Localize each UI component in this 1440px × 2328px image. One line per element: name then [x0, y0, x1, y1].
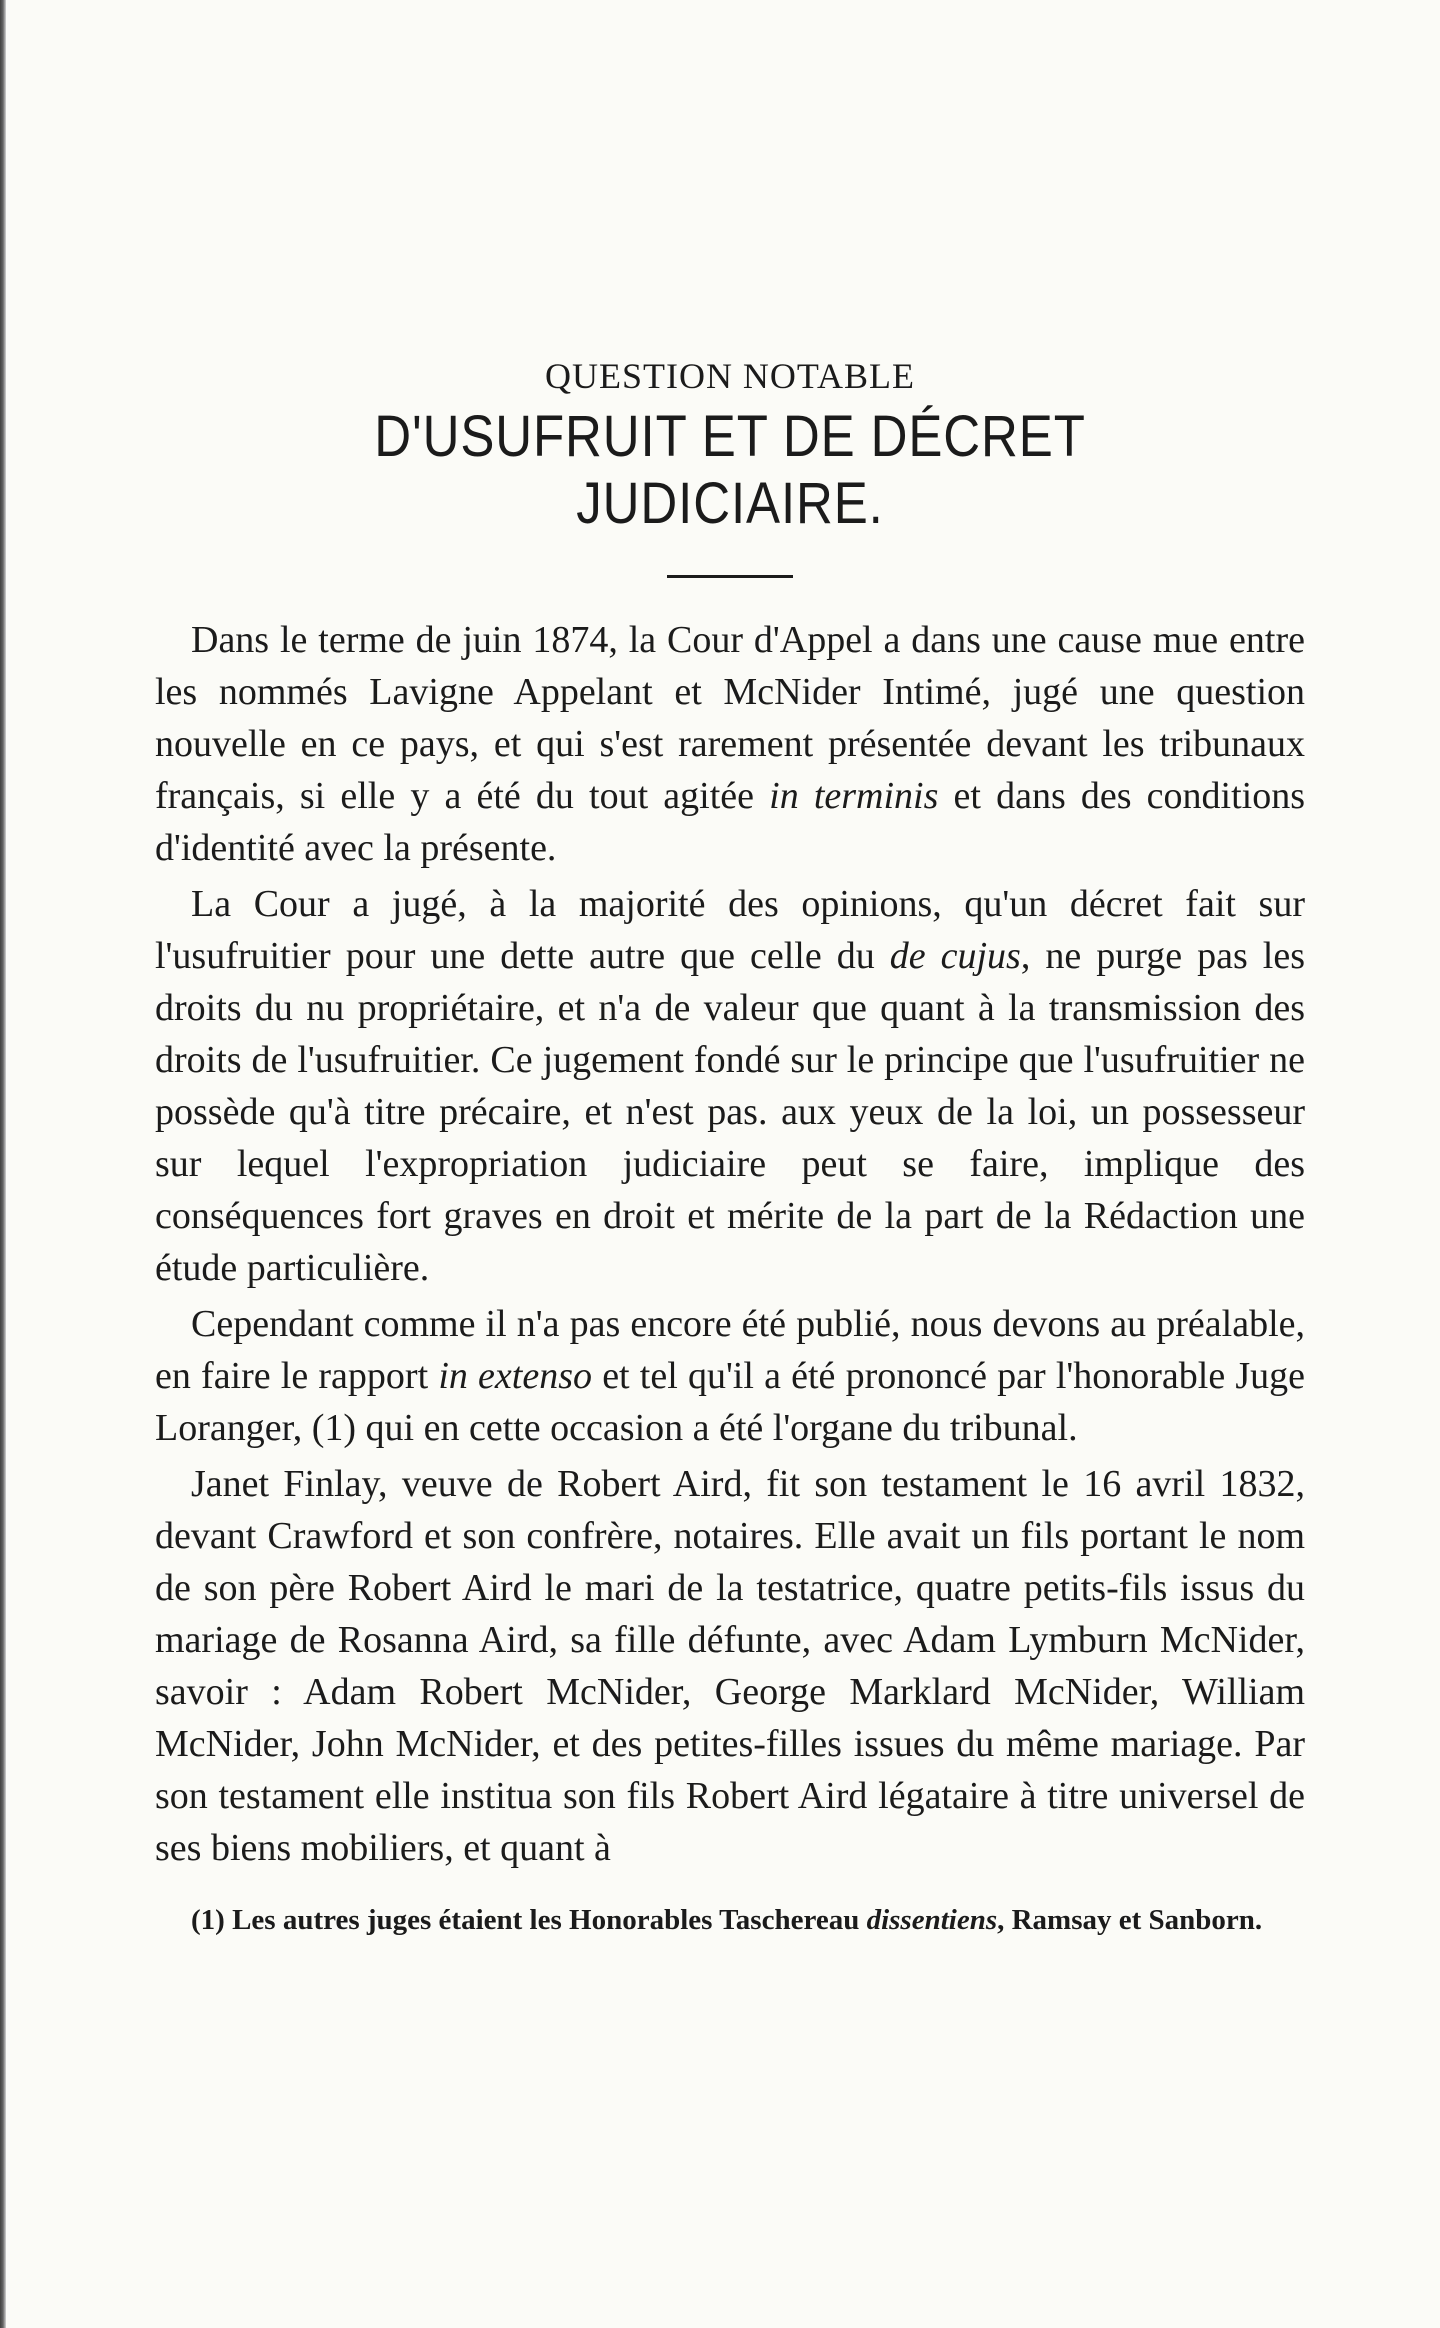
page-binding-edge — [0, 0, 6, 2328]
paragraph-3: Cependant comme il n'a pas encore été publié, nous devons au préalable, en faire le rapport in extenso et tel qu'il a été prononcé par l'honorable Juge Loranger, (1) qui en cette occasion a été l'organe du tribunal. — [155, 1303, 1306, 1449]
document-page — [155, 355, 1305, 1940]
title-divider — [667, 575, 793, 578]
heading-eyebrow: QUESTION NOTABLE — [544, 356, 916, 396]
paragraph-4: Janet Finlay, veuve de Robert Aird, fit son testament le 16 avril 1832, devant Crawford et son confrère, notaires. Elle avait un fils portant le nom de son père Robert Aird le mari de la testatrice, quatre petits-fils issus du mariage de Rosanna Aird, sa fille défunte, avec Adam Lymburn McNider, savoir : Adam Robert McNider, George Marklard McNider, William McNider, John McNider, et des petites-filles issues du même mariage. Par son testament elle institua son fils Robert Aird légataire à titre universel de ses biens mobiliers, et quant à — [155, 1463, 1305, 1869]
paragraph-1: Dans le terme de juin 1874, la Cour d'Appel a dans une cause mue entre les nommés Lavigne Appelant et McNider Intimé, jugé une question nouvelle en ce pays, et qui s'est rarement présentée devant les tribunaux français, si elle y a été du tout agitée in terminis et dans des conditions d'identité avec la présente. — [155, 619, 1305, 869]
footnote: (1) Les autres juges étaient les Honorables Taschereau dissentiens, Ramsay et Sanborn. — [191, 1904, 1263, 1936]
document-title: D'USUFRUIT ET DE DÉCRET JUDICIAIRE. — [374, 404, 1086, 536]
paragraph-2: La Cour a jugé, à la majorité des opinions, qu'un décret fait sur l'usufruitier pour une dette autre que celle du de cujus, ne purge pas les droits du nu propriétaire, et n'a de valeur que quant à la transmission des droits de l'usufruitier. Ce jugement fondé sur le principe que l'usufruitier ne possède qu'à titre précaire, et n'est pas. aux yeux de la loi, un possesseur sur lequel l'expropriation judiciaire peut se faire, implique des conséquences fort graves en droit et mérite de la part de la Rédaction une étude particulière. — [155, 883, 1306, 1289]
